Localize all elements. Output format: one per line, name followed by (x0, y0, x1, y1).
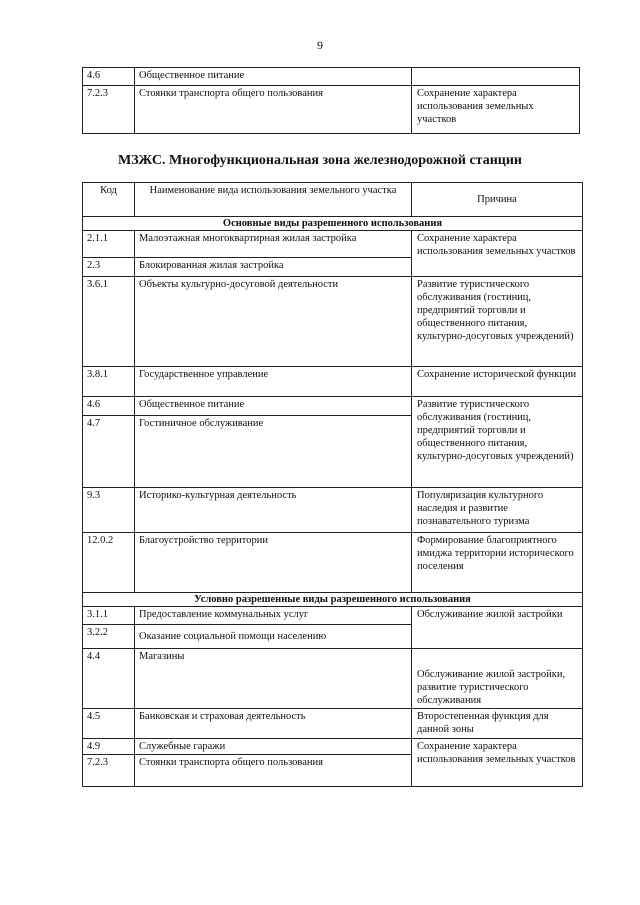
cell-name: Благоустройство территории (135, 533, 412, 593)
cell-code: 3.1.1 (83, 607, 135, 625)
cell-code: 2.1.1 (83, 231, 135, 258)
zone-table (82, 182, 583, 787)
cell-reason: Сохранение характера использования земельных участков (412, 739, 583, 787)
cell-reason: Второстепенная функция для данной зоны (412, 709, 583, 739)
section-main (83, 217, 583, 231)
cell-code: 7.2.3 (83, 755, 135, 787)
section-conditional (83, 593, 583, 607)
cell-reason (412, 68, 580, 86)
cell-code: 7.2.3 (83, 86, 135, 134)
cell-code: 3.8.1 (83, 367, 135, 397)
cell-name: Магазины (135, 649, 412, 709)
table-row (83, 86, 580, 134)
cell-name: Служебные гаражи (135, 739, 412, 755)
table-row (83, 68, 580, 86)
header-reason: Причина (412, 183, 583, 217)
section-title: Основные виды разрешенного использования (83, 217, 583, 231)
section-title: Условно разрешенные виды разрешенного использования (83, 593, 583, 607)
table-row (83, 607, 583, 625)
cell-code: 4.5 (83, 709, 135, 739)
cell-reason: Популяризация культурного наследия и развитие познавательного туризма (412, 488, 583, 533)
table-row (83, 488, 583, 533)
cell-name: Историко-культурная деятельность (135, 488, 412, 533)
cell-code: 2.3 (83, 258, 135, 277)
cell-name: Общественное питание (135, 397, 412, 416)
table-row (83, 709, 583, 739)
cell-code: 4.7 (83, 416, 135, 488)
continuation-table (82, 67, 580, 134)
header-code: Код (83, 183, 135, 217)
table-header (83, 183, 583, 217)
cell-reason: Формирование благоприятного имиджа территории исторического поселения (412, 533, 583, 593)
cell-reason: Обслуживание жилой застройки, развитие туристического обслуживания (412, 649, 583, 709)
cell-name: Банковская и страховая деятельность (135, 709, 412, 739)
cell-name: Государственное управление (135, 367, 412, 397)
cell-reason: Сохранение исторической функции (412, 367, 583, 397)
zone-title: МЗЖС. Многофункциональная зона железнодорожной станции (118, 153, 522, 168)
cell-code: 3.6.1 (83, 277, 135, 367)
cell-code: 4.6 (83, 397, 135, 416)
cell-code: 4.9 (83, 739, 135, 755)
table-row (83, 533, 583, 593)
table-row (83, 739, 583, 755)
cell-code: 3.2.2 (83, 625, 135, 649)
cell-reason: Сохранение характера использования земельных участков (412, 86, 580, 134)
header-name: Наименование вида использования земельного участка (135, 183, 412, 217)
cell-code: 4.4 (83, 649, 135, 709)
cell-name: Стоянки транспорта общего пользования (135, 755, 412, 787)
cell-name: Блокированная жилая застройка (135, 258, 412, 277)
cell-name: Предоставление коммунальных услуг (135, 607, 412, 625)
cell-name: Общественное питание (135, 68, 412, 86)
table-row (83, 231, 583, 258)
table-row (83, 649, 583, 709)
table-row (83, 277, 583, 367)
cell-reason: Развитие туристического обслуживания (гостиниц, предприятий торговли и общественного питания, культурно-досуговых учреждений) (412, 397, 583, 488)
page-number: 9 (317, 38, 323, 52)
cell-name: Оказание социальной помощи населению (135, 625, 412, 649)
table-row (83, 397, 583, 416)
cell-code: 12.0.2 (83, 533, 135, 593)
cell-reason: Сохранение характера использования земельных участков (412, 231, 583, 277)
cell-name: Малоэтажная многоквартирная жилая застройка (135, 231, 412, 258)
cell-name: Гостиничное обслуживание (135, 416, 412, 488)
table-row (83, 367, 583, 397)
cell-name: Объекты культурно-досуговой деятельности (135, 277, 412, 367)
cell-reason: Развитие туристического обслуживания (гостиниц, предприятий торговли и общественного питания, культурно-досуговых учреждений) (412, 277, 583, 367)
cell-reason: Обслуживание жилой застройки (412, 607, 583, 649)
cell-code: 9.3 (83, 488, 135, 533)
cell-code: 4.6 (83, 68, 135, 86)
cell-name: Стоянки транспорта общего пользования (135, 86, 412, 134)
